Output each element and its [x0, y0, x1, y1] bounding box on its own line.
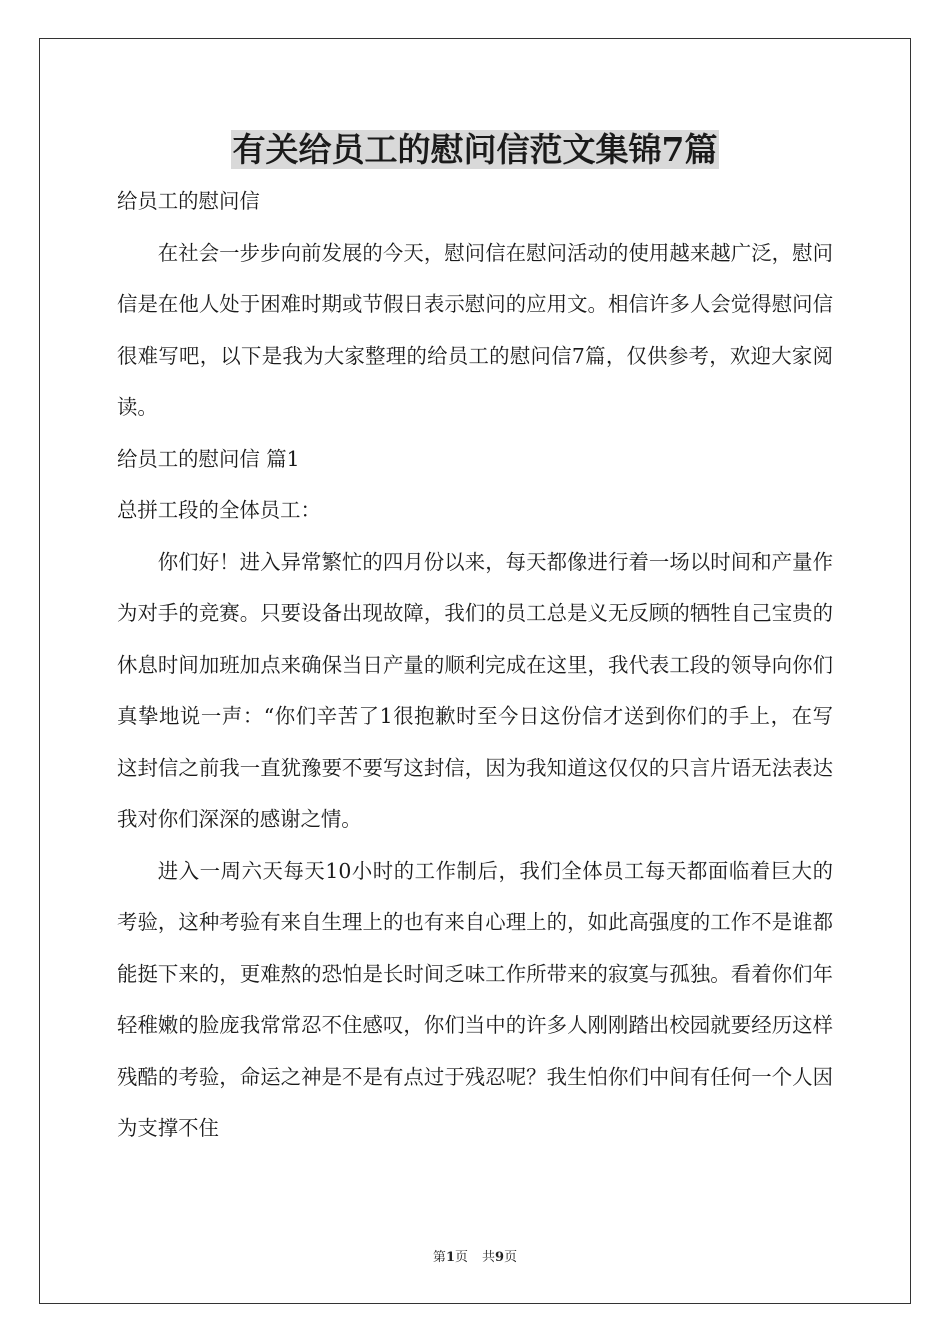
footer-page-prefix: 第 [432, 1250, 446, 1265]
paragraph-heading-part-1: 给员工的慰问信 篇1 [117, 446, 300, 471]
document-title-text: 有关给员工的慰问信范文集锦7篇 [232, 130, 718, 169]
paragraph-body-2: 进入一周六天每天10小时的工作制后，我们全体员工每天都面临着巨大的考验，这种考验有来自生理上的也有来自心理上的，如此高强度的工作不是谁都能挺下来的，更难熬的恐怕是长时间乏味工作所带来的寂寞与孤独。看着你们年轻稚嫩的脸庞我常常忍不住感叹，你们当中的许多人刚刚踏出校园就要经历这样残酷的考验，命运之神是不是有点过于残忍呢？我生怕你们中间有任何一个人因为支撑不住 [117, 858, 833, 1140]
page-footer [0, 1246, 950, 1265]
document-body [117, 176, 833, 1155]
footer-total-prefix: 共 [482, 1250, 496, 1265]
footer-page-current: 1 [445, 1250, 455, 1265]
footer-page-total: 9 [495, 1250, 505, 1265]
paragraph-intro: 在社会一步步向前发展的今天，慰问信在慰问活动的使用越来越广泛，慰问信是在他人处于困难时期或节假日表示慰问的应用文。相信许多人会觉得慰问信很难写吧，以下是我为大家整理的给员工的慰问信7篇，仅供参考，欢迎大家阅读。 [117, 240, 833, 419]
paragraph-body-1: 你们好！进入异常繁忙的四月份以来，每天都像进行着一场以时间和产量作为对手的竞赛。只要设备出现故障，我们的员工总是义无反顾的牺牲自己宝贵的休息时间加班加点来确保当日产量的顺利完成在这里，我代表工段的领导向你们真挚地说一声：“你们辛苦了1很抱歉时至今日这份信才送到你们的手上，在写这封信之前我一直犹豫要不要写这封信，因为我知道这仅仅的只言片语无法表达我对你们深深的感谢之情。 [117, 549, 833, 831]
footer-page-suffix: 页 [454, 1250, 468, 1265]
paragraph-salutation: 总拼工段的全体员工： [117, 498, 321, 522]
document-title [0, 126, 950, 174]
footer-total-suffix: 页 [504, 1250, 518, 1265]
paragraph-heading-letter-title: 给员工的慰问信 [117, 189, 260, 213]
